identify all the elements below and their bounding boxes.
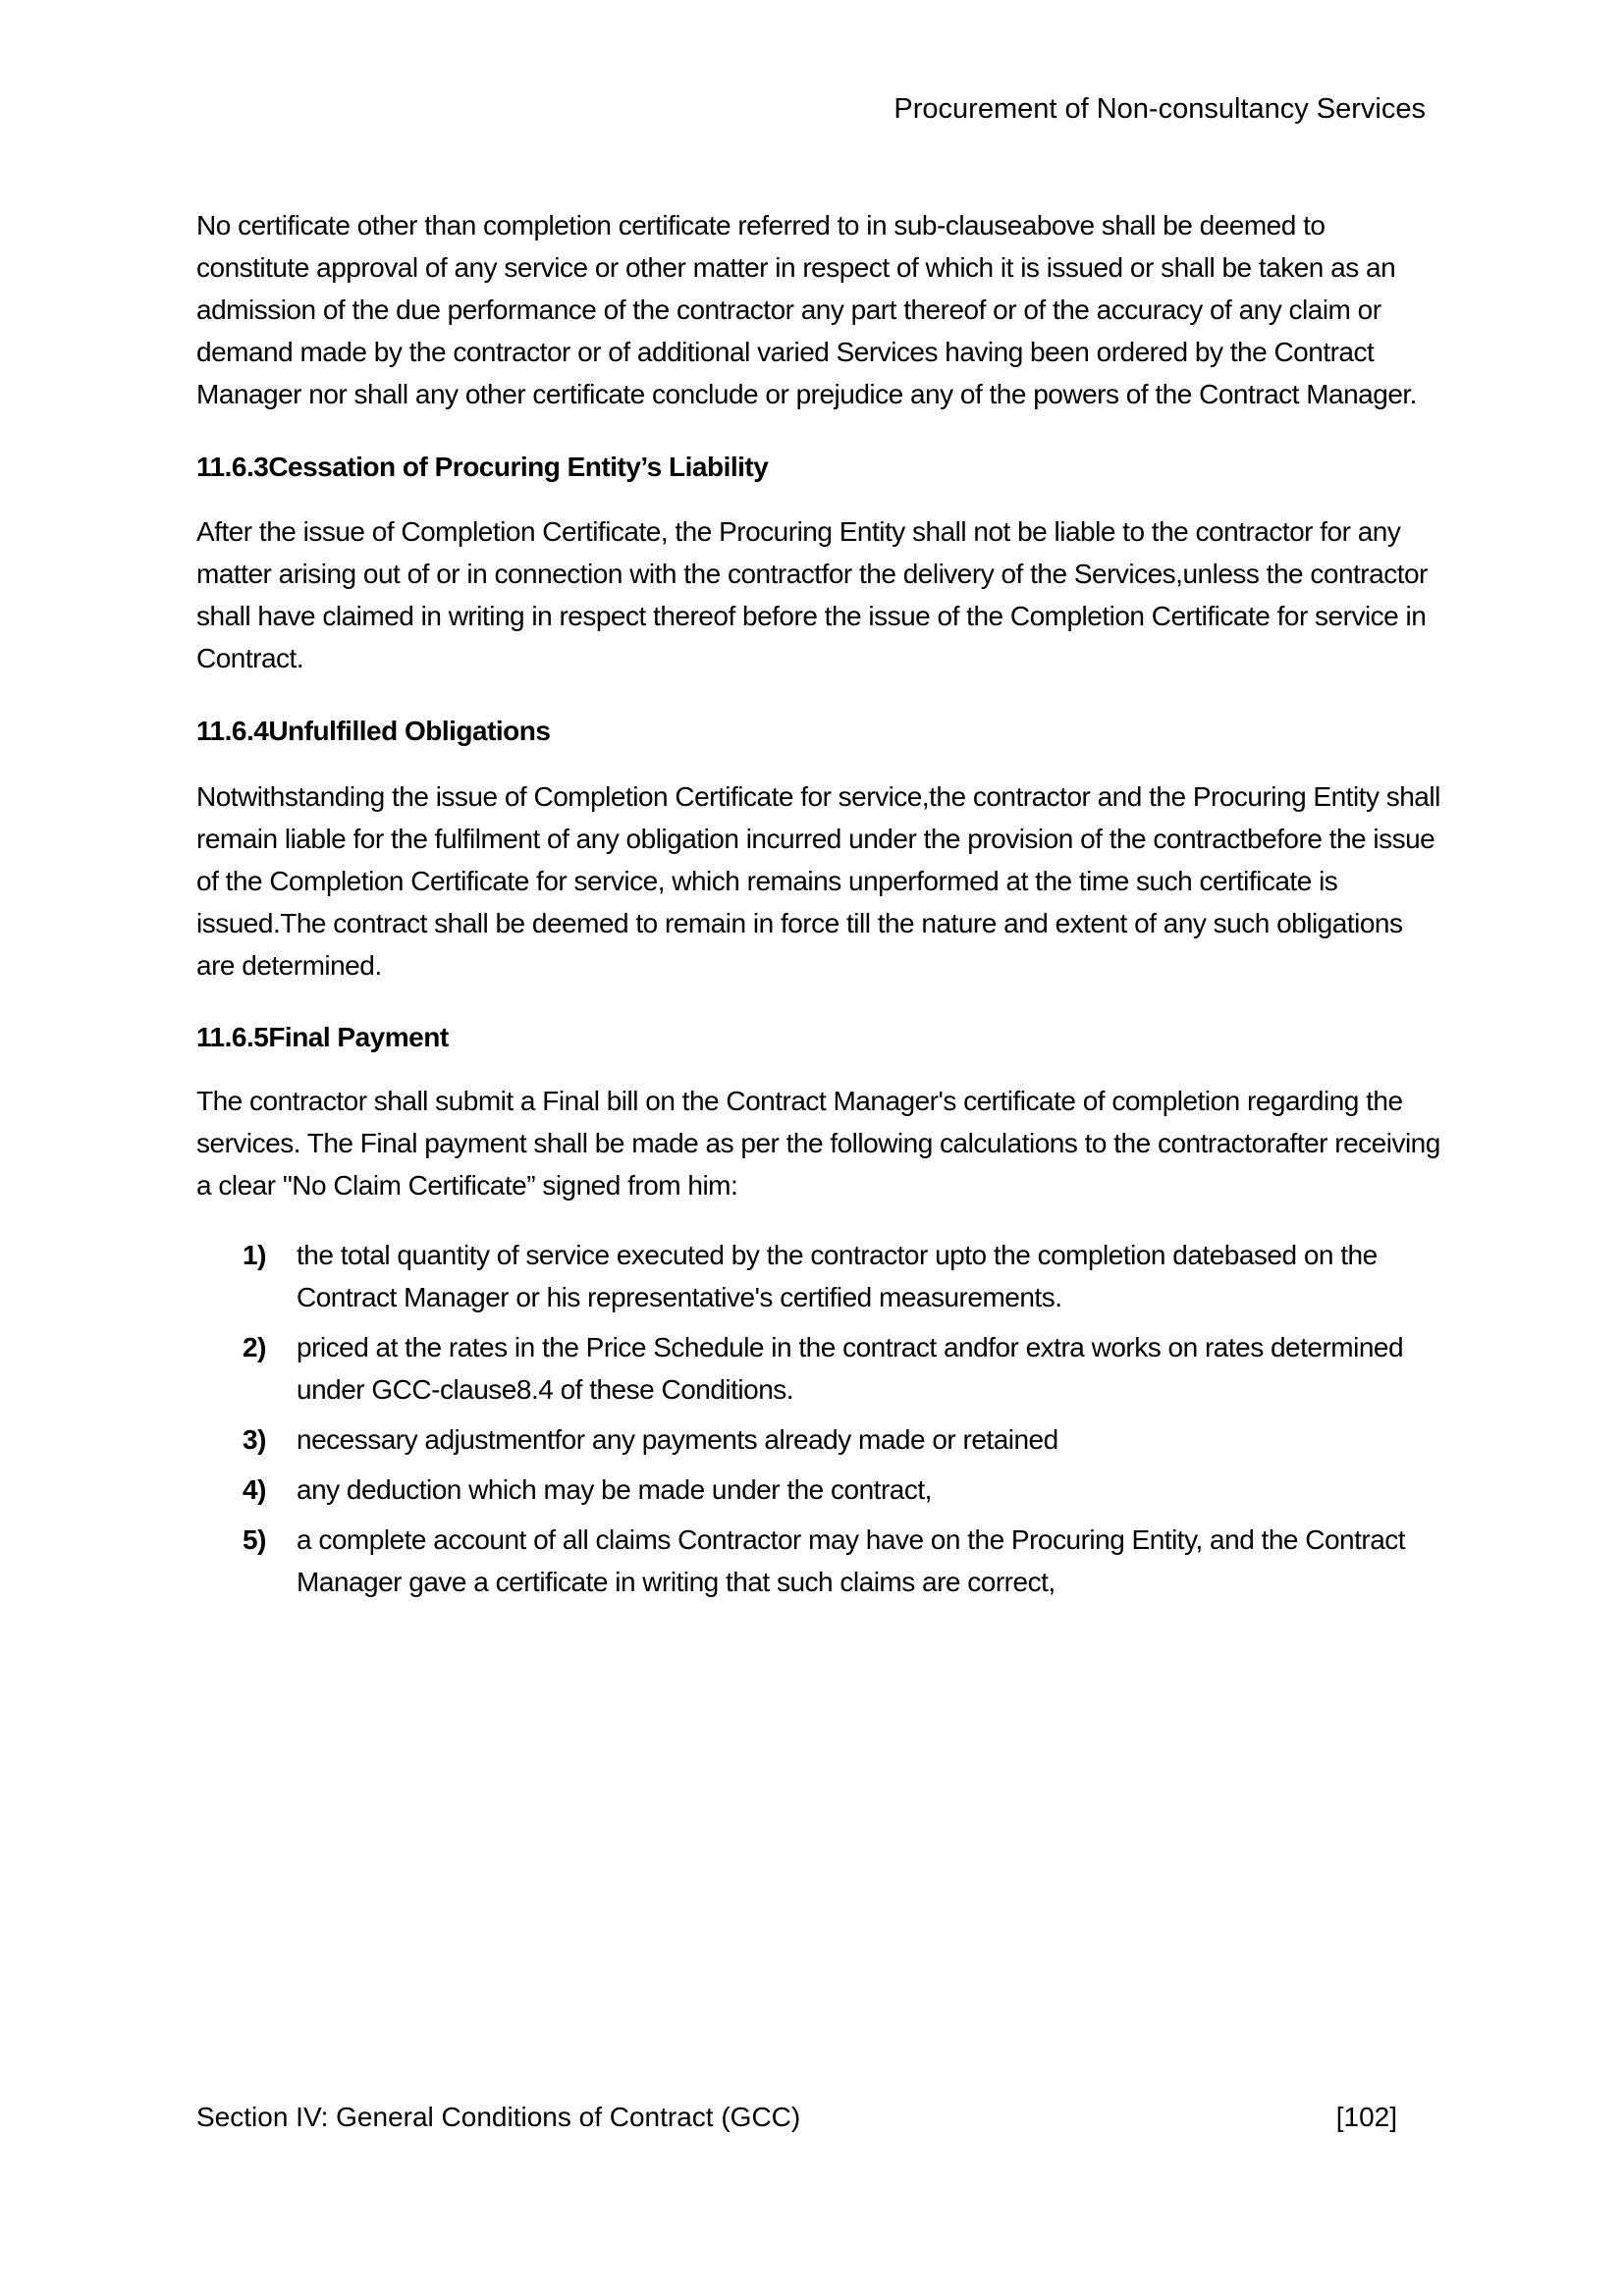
list-item [243, 1234, 1443, 1318]
list-item [243, 1418, 1443, 1461]
footer-page-number: [102] [1335, 2102, 1397, 2132]
list-item-text: necessary adjustmentfor any payments already made or retained [297, 1424, 1058, 1455]
section-heading-cessation [196, 446, 1443, 488]
paragraph-final-payment: The contractor shall submit a Final bill on the Contract Manager's certificate of completion regarding the services. The Final payment shall be made as per the following calculations to the contractorafter receiving a clear "No Claim Certificate” signed from him: [196, 1086, 1440, 1201]
page-footer [196, 2101, 1397, 2133]
numbered-list [196, 1234, 1443, 1603]
section-number: 11.6.4 [196, 716, 269, 746]
list-item [243, 1326, 1443, 1411]
list-item [243, 1468, 1443, 1511]
section-heading-unfulfilled-obligations [196, 710, 1443, 752]
section-heading-final-payment [196, 1016, 1443, 1058]
list-item-text: any deduction which may be made under the contract, [297, 1474, 932, 1505]
list-item-number: 1) [243, 1240, 266, 1270]
paragraph-unfulfilled-obligations: Notwithstanding the issue of Completion Certificate for service,the contractor and the Procuring Entity shall remain liable for the fulfilment of any obligation incurred under the provision of the contractbefore the issue of the Completion Certificate for service, which remains unperformed at the time such certificate is issued.The contract shall be deemed to remain in force till the nature and extent of any such obligations are determined. [196, 781, 1440, 981]
section-title: Cessation of Procuring Entity’s Liability [268, 452, 769, 482]
paragraph-intro: No certificate other than completion certificate referred to in sub-clauseabove shall be deemed to constitute approval of any service or other matter in respect of which it is issued or shall be taken as an admission of the due performance of the contractor any part thereof or of the accuracy of any claim or demand made by the contractor or of additional varied Services having been ordered by the Contract Manager nor shall any other certificate conclude or prejudice any of the powers of the Contract Manager. [196, 210, 1417, 409]
section-number: 11.6.3 [196, 452, 269, 482]
footer-section-label: Section IV: General Conditions of Contract (GCC) [196, 2102, 801, 2132]
list-item-number: 4) [243, 1474, 266, 1505]
paragraph-cessation: After the issue of Completion Certificate, the Procuring Entity shall not be liable to the contractor for any matter arising out of or in connection with the contractfor the delivery of the Services,unless the contractor shall have claimed in writing in respect thereof before the issue of the Completion Certificate for service in Contract. [196, 516, 1428, 673]
section-title: Unfulfilled Obligations [268, 716, 551, 746]
list-item-text: priced at the rates in the Price Schedule in the contract andfor extra works on rates determined under GCC-clause8.4 of these Conditions. [297, 1332, 1404, 1405]
page-header [0, 0, 1624, 125]
section-title: Final Payment [268, 1022, 449, 1052]
list-item-number: 3) [243, 1424, 266, 1455]
list-item-number: 2) [243, 1332, 266, 1362]
list-item [243, 1519, 1443, 1603]
list-item-number: 5) [243, 1524, 266, 1555]
list-item-text: the total quantity of service executed by the contractor upto the completion datebased on the Contract Manager or his representative's certified measurements. [297, 1240, 1378, 1312]
list-item-text: a complete account of all claims Contractor may have on the Procuring Entity, and the Contract Manager gave a certificate in writing that such claims are correct, [297, 1524, 1406, 1597]
page-content [196, 204, 1443, 1603]
section-number: 11.6.5 [196, 1022, 269, 1052]
header-title: Procurement of Non-consultancy Services [893, 93, 1426, 125]
